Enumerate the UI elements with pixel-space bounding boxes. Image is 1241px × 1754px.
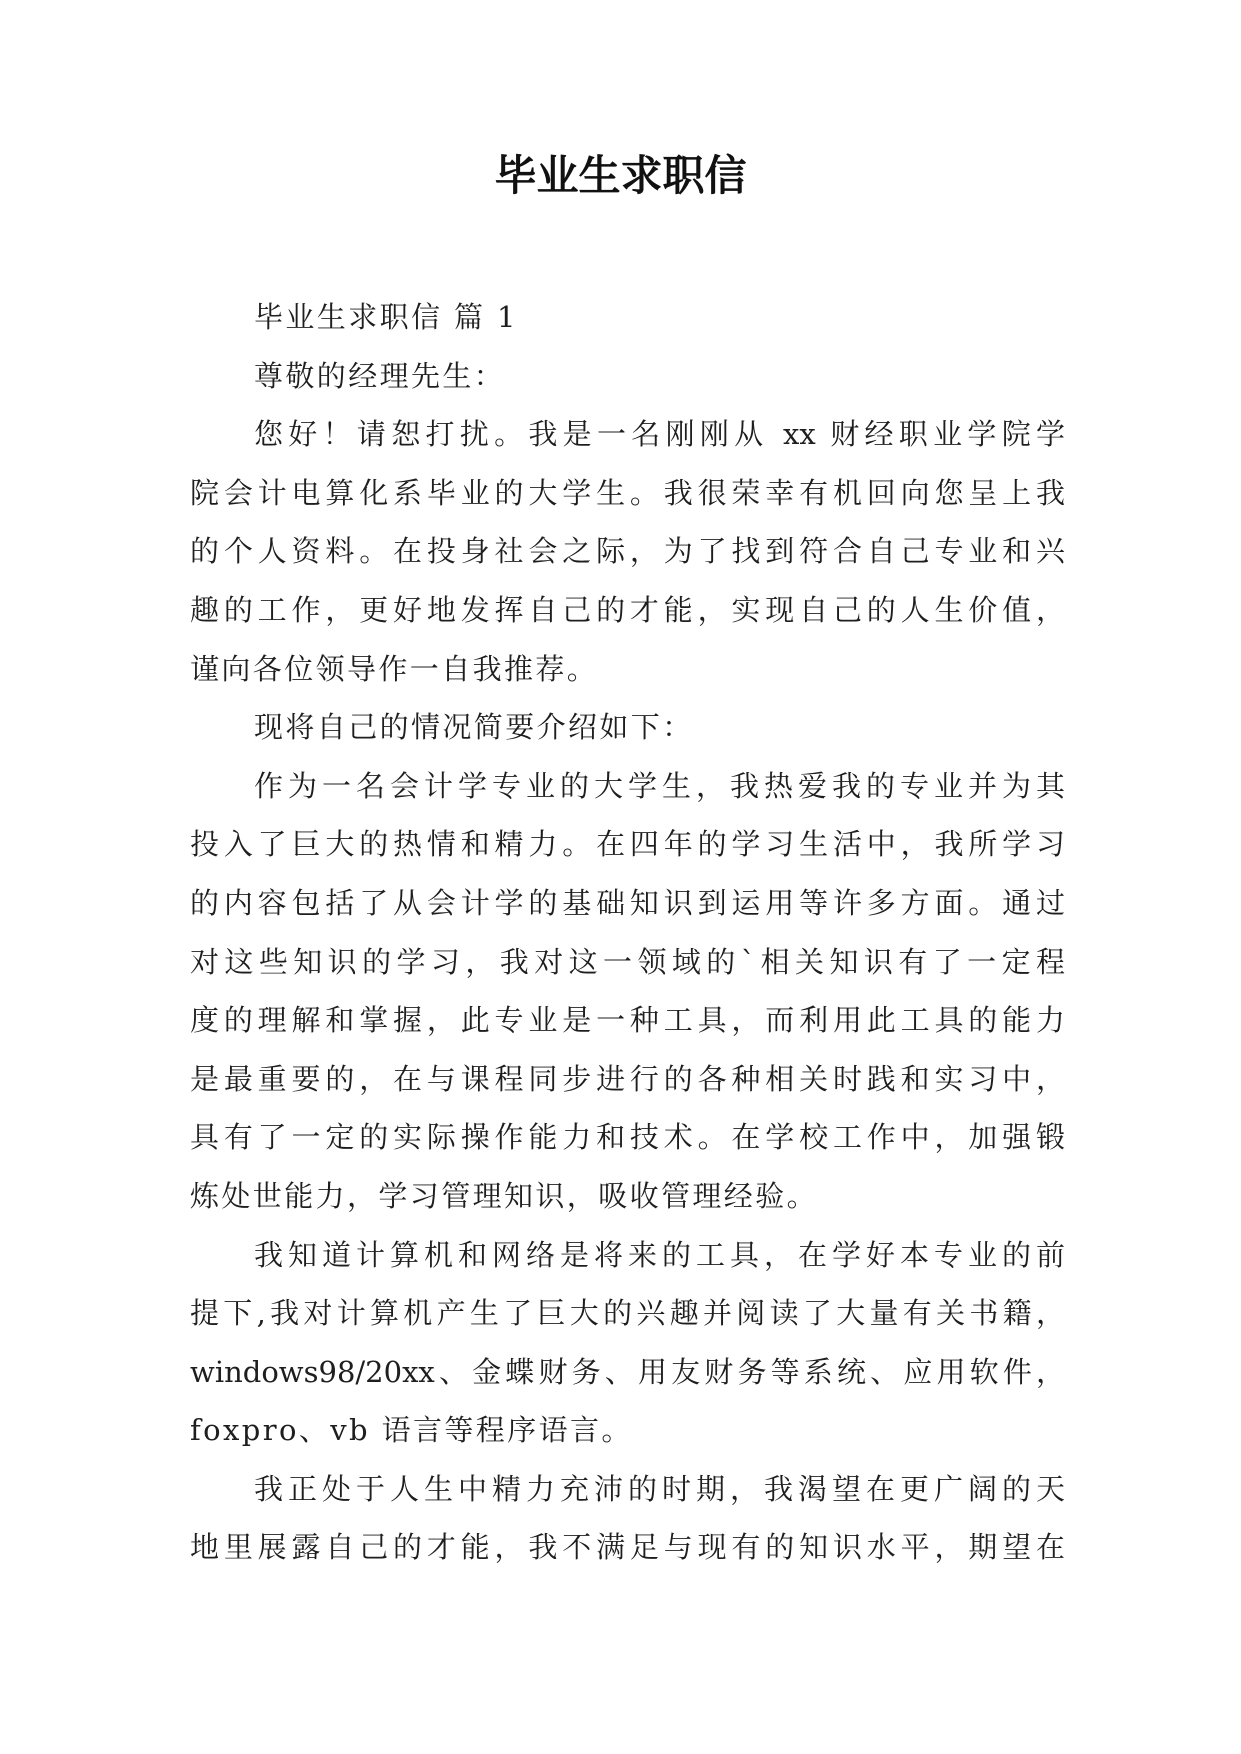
body-line: 对这些知识的学习，我对这一领域的`相关知识有了一定程 bbox=[190, 944, 1065, 979]
body-line: 院会计电算化系毕业的大学生。我很荣幸有机回向您呈上我 bbox=[190, 475, 1065, 510]
document-title: 毕业生求职信 bbox=[494, 151, 747, 200]
body-line: 我正处于人生中精力充沛的时期，我渴望在更广阔的天 bbox=[254, 1471, 1065, 1506]
body-line: 的个人资料。在投身社会之际，为了找到符合自己专业和兴 bbox=[190, 534, 1065, 569]
body-line: 炼处世能力，学习管理知识，吸收管理经验。 bbox=[190, 1178, 819, 1213]
body-line: 投入了巨大的热情和精力。在四年的学习生活中，我所学习 bbox=[190, 827, 1065, 862]
body-line: 度的理解和掌握，此专业是一种工具，而利用此工具的能力 bbox=[190, 1003, 1065, 1038]
body-line: 具有了一定的实际操作能力和技术。在学校工作中，加强锻 bbox=[190, 1120, 1065, 1155]
body-line: 的内容包括了从会计学的基础知识到运用等许多方面。通过 bbox=[190, 885, 1065, 920]
document-body bbox=[190, 288, 1065, 1577]
body-line: 现将自己的情况简要介绍如下： bbox=[254, 710, 694, 745]
body-line: windows98/20xx、金蝶财务、用友财务等系统、应用软件， bbox=[190, 1354, 1065, 1389]
body-line: 提下,我对计算机产生了巨大的兴趣并阅读了大量有关书籍， bbox=[190, 1296, 1065, 1331]
body-line: 您好！请恕打扰。我是一名刚刚从 xx 财经职业学院学 bbox=[254, 417, 1065, 452]
body-line: 我知道计算机和网络是将来的工具，在学好本专业的前 bbox=[254, 1237, 1065, 1272]
body-line: 作为一名会计学专业的大学生，我热爱我的专业并为其 bbox=[254, 768, 1065, 803]
body-line: foxpro、vb 语言等程序语言。 bbox=[190, 1413, 633, 1448]
body-line: 地里展露自己的才能，我不满足与现有的知识水平，期望在 bbox=[190, 1530, 1065, 1565]
body-line: 谨向各位领导作一自我推荐。 bbox=[190, 651, 599, 686]
body-line: 趣的工作，更好地发挥自己的才能，实现自己的人生价值， bbox=[190, 592, 1065, 627]
body-line: 毕业生求职信 篇 1 bbox=[254, 300, 518, 334]
body-line: 是最重要的，在与课程同步进行的各种相关时践和实习中， bbox=[190, 1061, 1065, 1096]
body-line: 尊敬的经理先生： bbox=[254, 358, 506, 393]
